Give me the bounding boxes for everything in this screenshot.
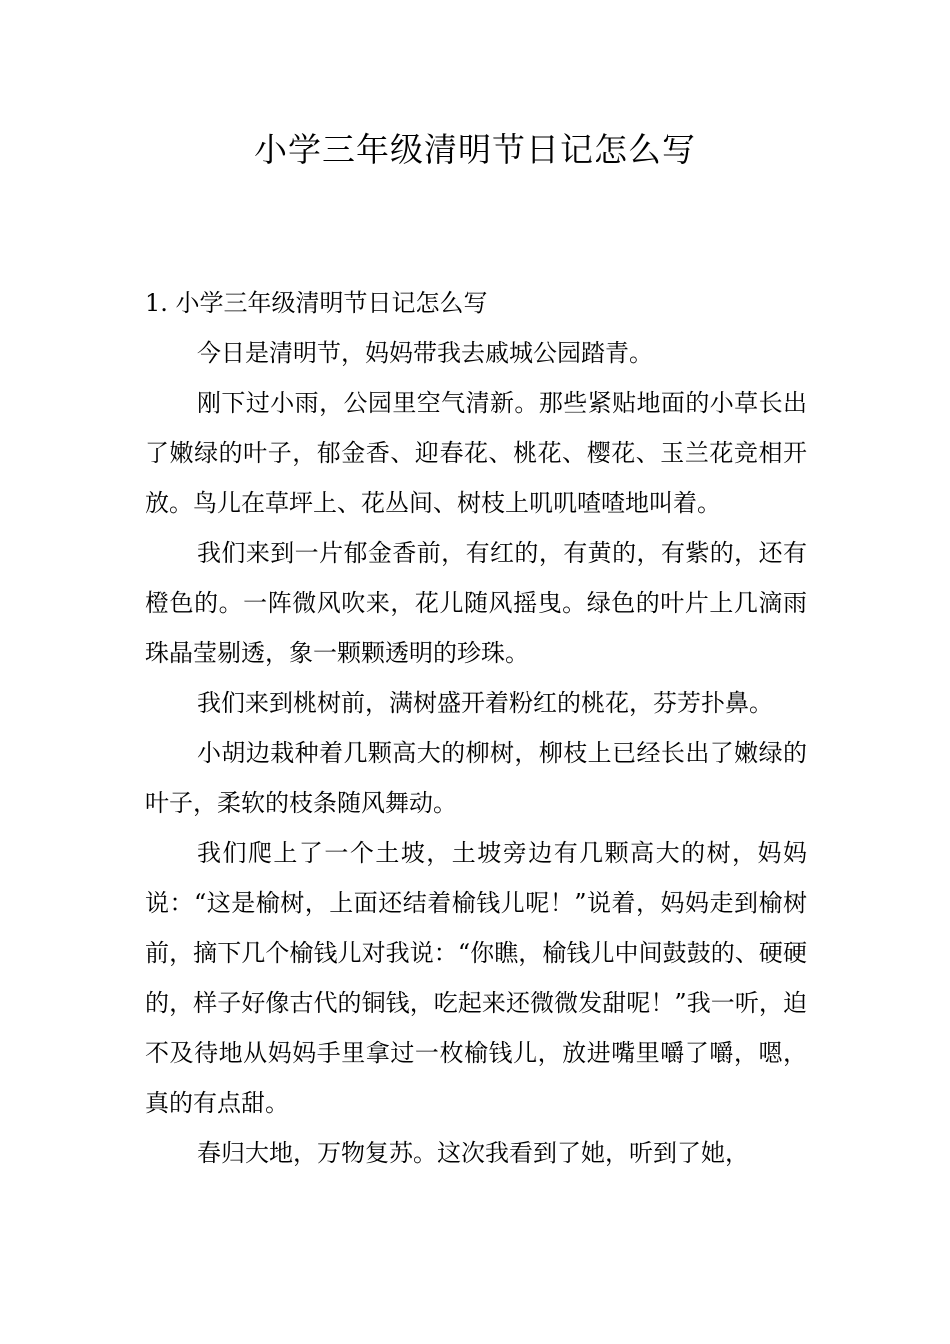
paragraph-4: 我们来到桃树前，满树盛开着粉红的桃花，芬芳扑鼻。 <box>197 689 773 717</box>
paragraph-7: 春归大地，万物复苏。这次我看到了她，听到了她， <box>197 1139 749 1167</box>
paragraph-2: 刚下过小雨，公园里空气清新。那些紧贴地面的小草长出了嫩绿的叶子，郁金香、迎春花、桃花、樱花、玉兰花竞相开放。鸟儿在草坪上、花丛间、树枝上叽叽喳喳地叫着。 <box>145 389 807 517</box>
paragraph-6: 我们爬上了一个土坡，土坡旁边有几颗高大的树，妈妈说：“这是榆树，上面还结着榆钱儿呢！”说着，妈妈走到榆树前，摘下几个榆钱儿对我说：“你瞧，榆钱儿中间鼓鼓的、硬硬的，样子好像古代的铜钱，吃起来还微微发甜呢！”我一听，迫不及待地从妈妈手里拿过一枚榆钱儿，放进嘴里嚼了嚼，嗯，真的有点甜。 <box>145 839 807 1117</box>
paragraph-5: 小胡边栽种着几颗高大的柳树，柳枝上已经长出了嫩绿的叶子，柔软的枝条随风舞动。 <box>145 739 807 817</box>
paragraph-1: 今日是清明节，妈妈带我去戚城公园踏青。 <box>197 339 653 367</box>
paragraph-3: 我们来到一片郁金香前，有红的，有黄的，有紫的，还有橙色的。一阵微风吹来，花儿随风摇曳。绿色的叶片上几滴雨珠晶莹剔透，象一颗颗透明的珍珠。 <box>145 539 807 667</box>
document-body <box>145 278 807 1178</box>
section-heading: 1. 小学三年级清明节日记怎么写 <box>145 289 488 317</box>
document-title: 小学三年级清明节日记怎么写 <box>254 130 696 169</box>
